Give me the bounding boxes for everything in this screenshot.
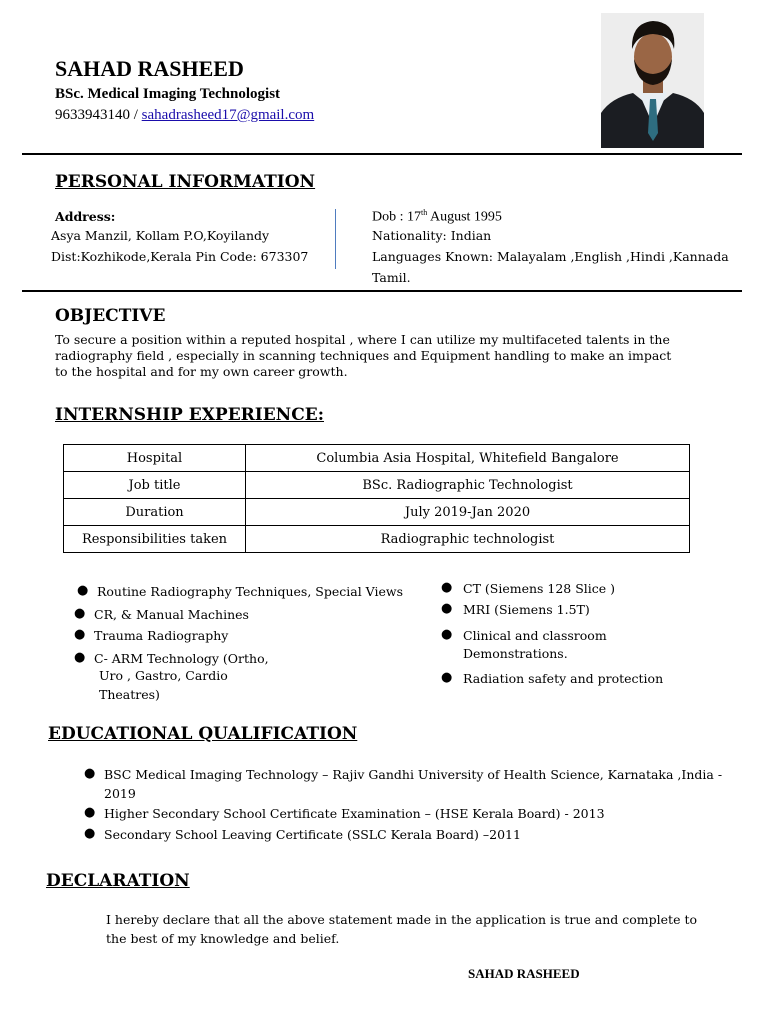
- languages-line-1: Languages Known: Malayalam ,English ,Hindi ,Kannada: [372, 249, 729, 264]
- objective-line-2: radiography field , especially in scanning techniques and Equipment handling to make an impact: [55, 348, 672, 363]
- table-key: Hospital: [64, 445, 246, 472]
- declaration-heading: DECLARATION: [46, 871, 190, 891]
- list-item: [84, 826, 521, 842]
- contact-line: [55, 107, 314, 124]
- list-item-continuation: Uro , Gastro, Cardio: [99, 668, 228, 683]
- dob-suffix: August 1995: [427, 209, 502, 225]
- bullet-icon: ●: [84, 766, 96, 781]
- list-item: [74, 606, 249, 622]
- table-key: Job title: [64, 472, 246, 499]
- list-item: [84, 805, 605, 821]
- declaration-line-2: the best of my knowledge and belief.: [106, 931, 340, 946]
- list-item: [84, 766, 723, 782]
- table-value: BSc. Radiographic Technologist: [246, 472, 690, 499]
- dob: [372, 208, 502, 226]
- list-item-continuation: Demonstrations.: [463, 646, 568, 661]
- phone-number: 9633943140 /: [55, 107, 142, 123]
- table-row: [64, 472, 690, 499]
- list-item-text: C- ARM Technology (Ortho,: [94, 651, 269, 666]
- bullet-icon: ●: [441, 601, 453, 616]
- list-item-text: Trauma Radiography: [94, 628, 229, 643]
- table-row: [64, 445, 690, 472]
- signature: SAHAD RASHEED: [468, 966, 580, 981]
- address-line-2: Dist:Kozhikode,Kerala Pin Code: 673307: [51, 249, 309, 264]
- list-item: [441, 601, 590, 617]
- job-title: BSc. Medical Imaging Technologist: [55, 86, 281, 102]
- bullet-icon: ●: [84, 826, 96, 841]
- declaration-line-1: I hereby declare that all the above statement made in the application is true and complete to: [106, 912, 697, 927]
- education-heading: EDUCATIONAL QUALIFICATION: [48, 724, 358, 744]
- personal-divider: [22, 290, 742, 292]
- bullet-icon: ●: [74, 650, 86, 665]
- objective-line-3: to the hospital and for my own career growth.: [55, 364, 348, 379]
- table-key: Duration: [64, 499, 246, 526]
- internship-table: [63, 444, 690, 553]
- nationality: Nationality: Indian: [372, 228, 492, 243]
- list-item: [441, 670, 664, 686]
- bullet-icon: ●: [84, 805, 96, 820]
- resume-name: SAHAD RASHEED: [55, 56, 244, 81]
- table-value: July 2019-Jan 2020: [246, 499, 690, 526]
- bullet-icon: ●: [441, 670, 453, 685]
- list-item-text: Clinical and classroom: [463, 628, 607, 643]
- list-item: [441, 627, 607, 643]
- internship-heading: INTERNSHIP EXPERIENCE:: [55, 405, 324, 425]
- list-item-text: CT (Siemens 128 Slice ): [463, 581, 616, 596]
- personal-info-heading: PERSONAL INFORMATION: [55, 172, 316, 192]
- list-item-continuation: 2019: [104, 786, 136, 801]
- header-divider: [22, 153, 742, 155]
- bullet-icon: ●: [77, 583, 89, 598]
- objective-heading: OBJECTIVE: [55, 306, 166, 326]
- profile-photo: [601, 13, 704, 148]
- objective-line-1: To secure a position within a reputed hospital , where I can utilize my multifaceted talents in the: [55, 332, 670, 347]
- table-row: [64, 499, 690, 526]
- list-item-continuation: Theatres): [99, 687, 160, 702]
- email-link[interactable]: sahadrasheed17@gmail.com: [141, 107, 315, 123]
- list-item: [74, 650, 269, 666]
- dob-ordinal: th: [421, 208, 428, 217]
- list-item-text: CR, & Manual Machines: [94, 607, 249, 622]
- list-item-text: BSC Medical Imaging Technology – Rajiv Gandhi University of Health Science, Karnataka ,India -: [104, 767, 723, 782]
- list-item-text: Secondary School Leaving Certificate (SSLC Kerala Board) –2011: [104, 827, 521, 842]
- list-item-text: Routine Radiography Techniques, Special Views: [97, 584, 403, 599]
- table-value: Radiographic technologist: [246, 526, 690, 553]
- table-row: [64, 526, 690, 553]
- languages-line-2: Tamil.: [372, 270, 411, 285]
- table-value: Columbia Asia Hospital, Whitefield Bangalore: [246, 445, 690, 472]
- bullet-icon: ●: [441, 627, 453, 642]
- bullet-icon: ●: [441, 580, 453, 595]
- dob-prefix: Dob : 17: [372, 209, 421, 225]
- address-line-1: Asya Manzil, Kollam P.O,Koyilandy: [51, 228, 270, 243]
- list-item-text: MRI (Siemens 1.5T): [463, 602, 590, 617]
- bullet-icon: ●: [74, 627, 86, 642]
- list-item: [74, 627, 229, 643]
- list-item-text: Radiation safety and protection: [463, 671, 664, 686]
- table-key: Responsibilities taken: [64, 526, 246, 553]
- list-item: [441, 580, 616, 596]
- list-item: [77, 583, 403, 599]
- personal-info-divider: [335, 209, 336, 269]
- address-label: Address:: [55, 209, 116, 224]
- bullet-icon: ●: [74, 606, 86, 621]
- list-item-text: Higher Secondary School Certificate Examination – (HSE Kerala Board) - 2013: [104, 806, 605, 821]
